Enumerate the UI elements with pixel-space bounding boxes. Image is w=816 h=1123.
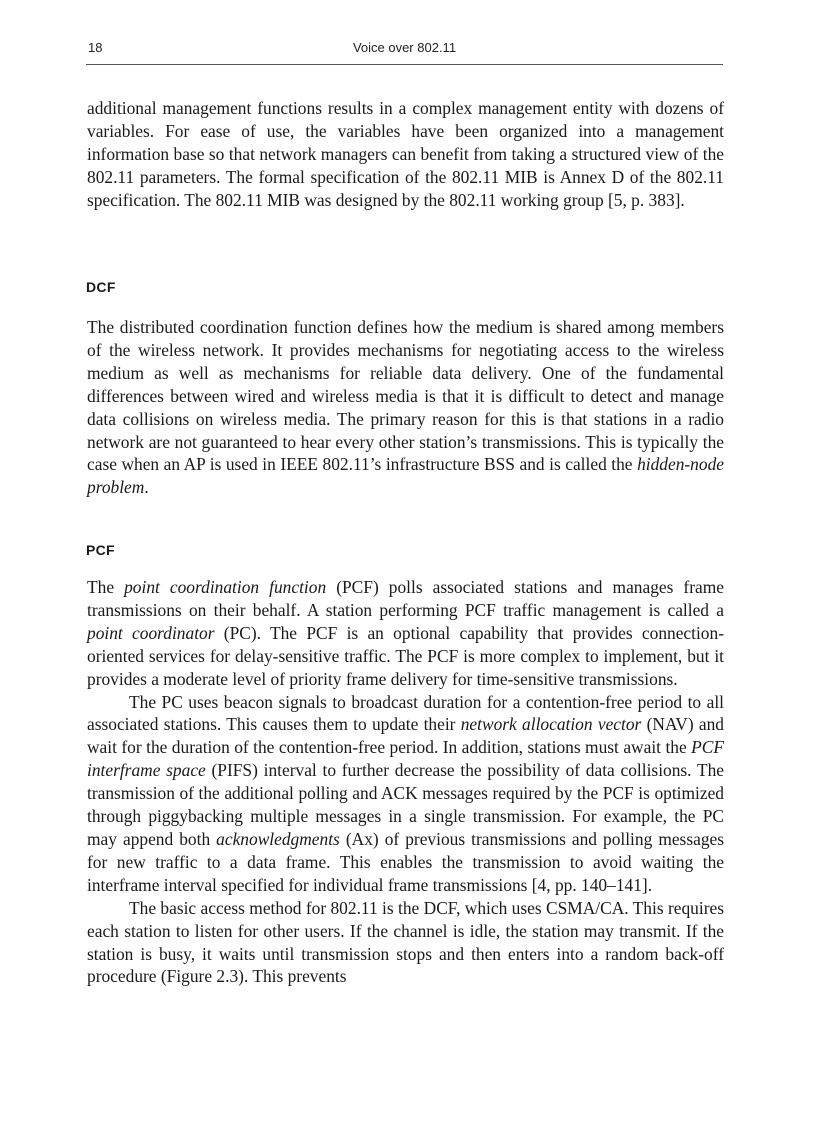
dcf-paragraph [87, 316, 724, 499]
intro-block [87, 97, 724, 212]
dcf-text-main: The distributed coordination function defines how the medium is shared among members of the wireless network. It provides mechanisms for negotiating access to the wireless medium as well as mechanisms for reliable data delivery. One of the fundamental differences between wired and wireless media is that it is difficult to detect and manage data collisions on wireless media. The primary reason for this is that stations in a radio network are not guaranteed to hear every other station’s transmissions. This is typically the case when an AP is used in IEEE 802.11’s infrastructure BSS and is called the [87, 317, 724, 475]
pcf-p2-text-3: (PIFS) interval to further decrease the possibility of data collisions. The transmission of the additional polling and ACK messages required by the PCF is optimized through piggybacking multiple messages in a single transmission. For example, the PC may append both [87, 760, 724, 849]
pcf-paragraph-3: The basic access method for 802.11 is the DCF, which uses CSMA/CA. This requires each station to listen for other users. If the channel is idle, the station may transmit. If the station is busy, it waits until transmission stops and then enters into a random back-off procedure (Figure 2.3). This prevents [87, 897, 724, 987]
page-number: 18 [88, 40, 103, 55]
pcf-paragraph-2 [87, 691, 724, 897]
pcf-p2-text-4: (Ax) of previous transmissions and polling messages for new traffic to a data frame. This enables the transmission to avoid waiting the interframe interval specified for individual frame transmissions [4, pp. 140–141]. [87, 828, 724, 895]
dcf-block [87, 316, 724, 499]
pcf-paragraph-1 [87, 576, 724, 691]
pcf-p1-text-2: (PCF) polls associated stations and manages frame transmissions on their behalf. A station performing PCF traffic management is called a [87, 577, 724, 620]
book-title: Voice over 802.11 [352, 40, 457, 55]
term-point-coordination-function: point coordination function [124, 577, 327, 597]
dcf-text-end: . [144, 477, 149, 498]
header-rule [86, 64, 723, 65]
pcf-p2-text-2: (NAV) and wait for the duration of the contention-free period. In addition, stations must await the [87, 714, 725, 758]
running-header [86, 40, 723, 60]
pcf-p1-text-1: The [87, 577, 125, 597]
term-acknowledgments: acknowledgments [216, 828, 340, 849]
term-pcf-interframe-space: PCF interframe space [87, 737, 724, 781]
pcf-block [87, 576, 724, 988]
term-hidden-node-problem: hidden-node problem [87, 454, 724, 498]
section-heading-pcf: PCF [86, 542, 115, 558]
term-point-coordinator: point coordinator [87, 622, 215, 643]
intro-paragraph: additional management functions results in a complex management entity with dozens of variables. For ease of use, the variables have been organized into a management information base so that network managers can benefit from taking a structured view of the 802.11 parameters. The formal specification of the 802.11 MIB is Annex D of the 802.11 specification. The 802.11 MIB was designed by the 802.11 working group [5, p. 383]. [87, 98, 724, 210]
section-heading-dcf: DCF [86, 279, 116, 295]
pcf-p1-text-3: (PC). The PCF is an optional capability that provides connection-oriented services for delay-sensitive traffic. The PCF is more complex to implement, but it provides a moderate level of priority frame delivery for time-sensitive transmissions. [87, 622, 724, 689]
term-network-allocation-vector: network allocation vector [460, 714, 642, 735]
pcf-p2-text-1: The PC uses beacon signals to broadcast duration for a contention-free period to all associated stations. This causes them to update their [87, 691, 724, 735]
